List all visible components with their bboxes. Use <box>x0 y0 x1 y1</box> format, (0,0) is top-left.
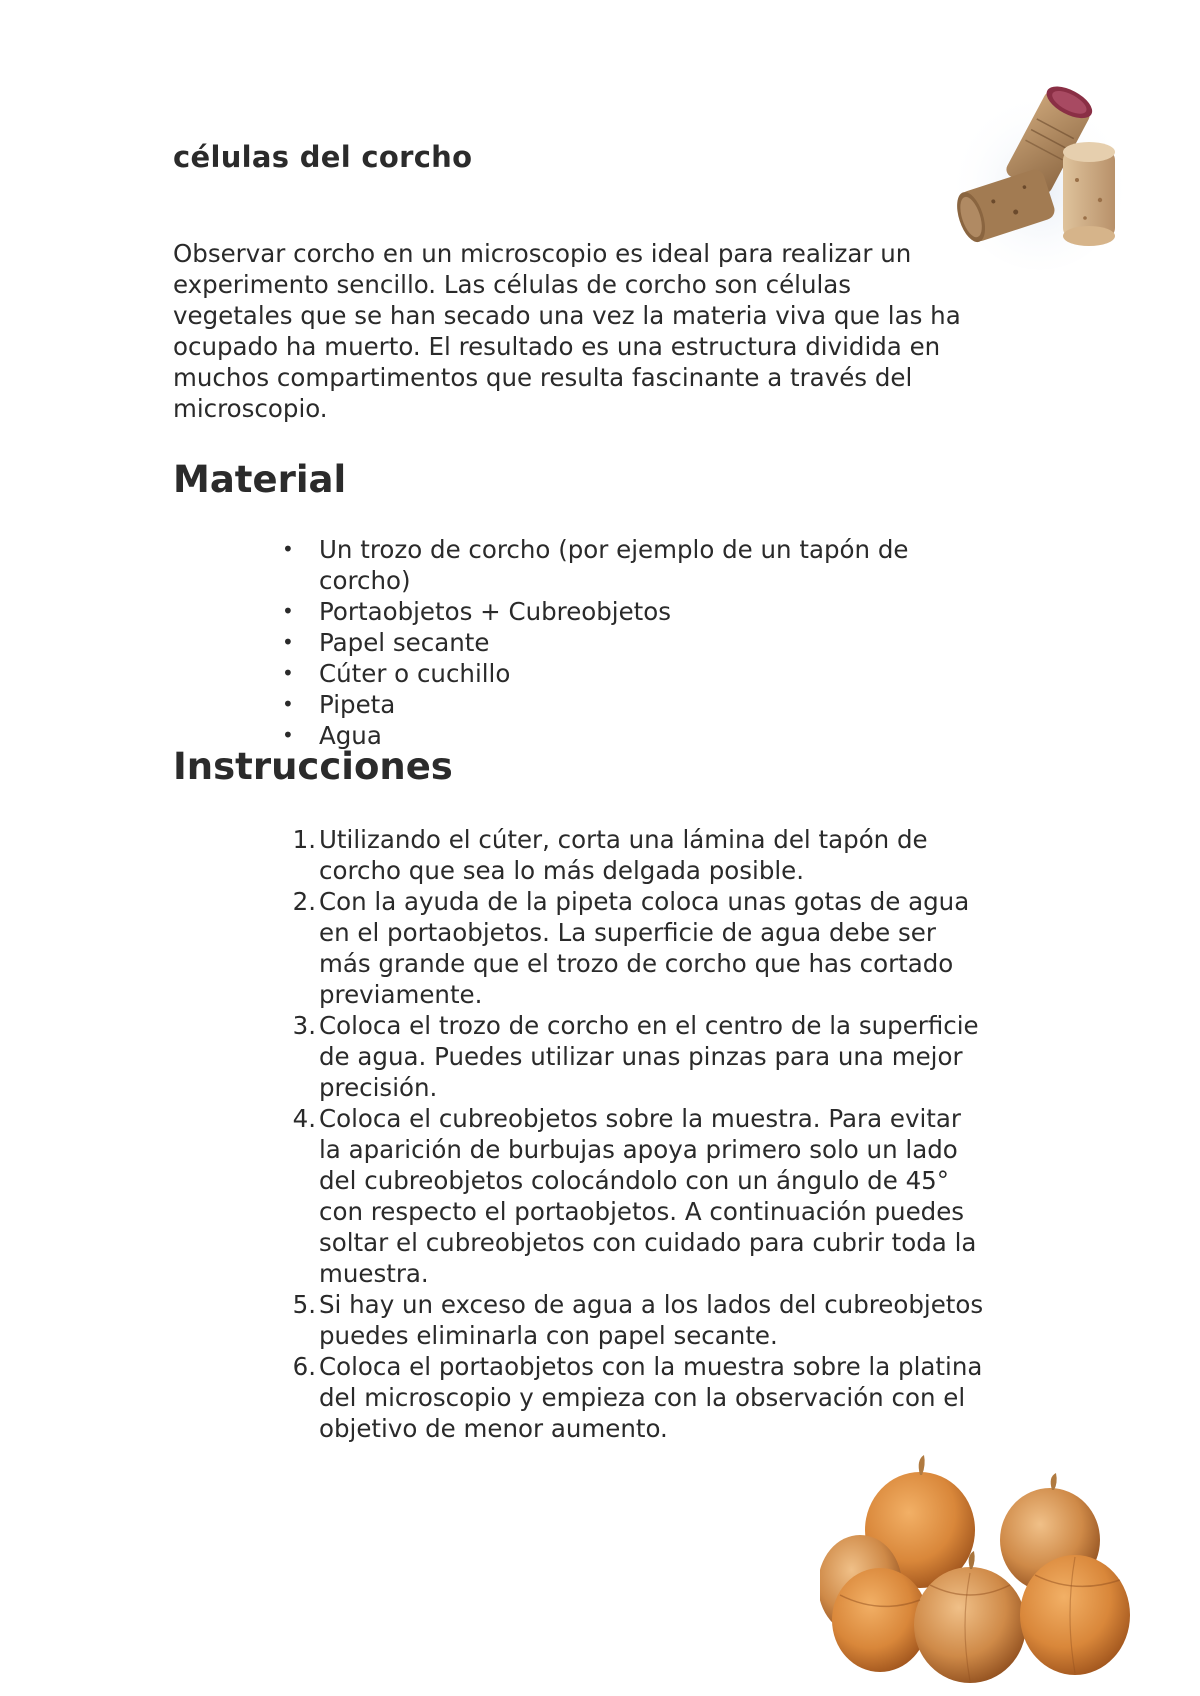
list-item-text: Papel secante <box>319 628 490 657</box>
step-number: 3. <box>292 1011 316 1040</box>
list-item <box>292 824 1099 886</box>
bullet-icon: • <box>282 661 294 685</box>
step-text: previamente. <box>319 980 483 1009</box>
step-text: del microscopio y empieza con la observación con el <box>319 1383 966 1412</box>
bullet-icon: • <box>282 692 294 716</box>
step-text: de agua. Puedes utilizar unas pinzas para una mejor <box>319 1042 963 1071</box>
list-item <box>282 534 1099 596</box>
material-list <box>282 534 1099 751</box>
intro-paragraph <box>173 238 1033 424</box>
step-text: con respecto el portaobjetos. A continuación puedes <box>319 1197 965 1226</box>
document-title: células del corcho <box>173 140 473 174</box>
list-item-text: Portaobjetos + Cubreobjetos <box>319 597 672 626</box>
list-item-text: Cúter o cuchillo <box>319 659 511 688</box>
step-text: puedes eliminarla con papel secante. <box>319 1321 778 1350</box>
bullet-icon: • <box>282 599 294 623</box>
step-number: 2. <box>292 887 316 916</box>
list-item-text: Un trozo de corcho (por ejemplo de un tapón de <box>319 535 909 564</box>
step-number: 4. <box>292 1104 316 1133</box>
list-item-text: Pipeta <box>319 690 396 719</box>
step-number: 5. <box>292 1290 316 1319</box>
step-text: del cubreobjetos colocándolo con un ángulo de 45° <box>319 1166 950 1195</box>
step-text: en el portaobjetos. La superficie de agua debe ser <box>319 918 936 947</box>
bullet-icon: • <box>282 630 294 654</box>
cork-stoppers-image <box>955 70 1125 270</box>
list-item-text: corcho) <box>319 566 411 595</box>
step-text: muestra. <box>319 1259 429 1288</box>
step-text: corcho que sea lo más delgada posible. <box>319 856 805 885</box>
intro-line: muchos compartimentos que resulta fascinante a través del <box>173 363 913 392</box>
step-text: objetivo de menor aumento. <box>319 1414 668 1443</box>
step-text: más grande que el trozo de corcho que has cortado <box>319 949 954 978</box>
step-text: Coloca el cubreobjetos sobre la muestra. Para evitar <box>319 1104 962 1133</box>
list-item-text: Agua <box>319 721 382 750</box>
list-item <box>292 1289 1099 1351</box>
step-text: precisión. <box>319 1073 438 1102</box>
intro-line: Observar corcho en un microscopio es ideal para realizar un <box>173 239 912 268</box>
list-item <box>292 1351 1099 1444</box>
step-number: 1. <box>292 825 316 854</box>
list-item <box>282 658 1099 689</box>
list-item <box>282 627 1099 658</box>
step-text: soltar el cubreobjetos con cuidado para cubrir toda la <box>319 1228 977 1257</box>
bullet-icon: • <box>282 723 294 747</box>
step-text: Coloca el portaobjetos con la muestra sobre la platina <box>319 1352 983 1381</box>
step-number: 6. <box>292 1352 316 1381</box>
instructions-list <box>292 824 1099 1444</box>
list-item <box>292 1103 1099 1289</box>
onions-image <box>820 1455 1140 1695</box>
list-item <box>292 1010 1099 1103</box>
list-item <box>282 689 1099 720</box>
step-text: Con la ayuda de la pipeta coloca unas gotas de agua <box>319 887 970 916</box>
step-text: Coloca el trozo de corcho en el centro de la superficie <box>319 1011 979 1040</box>
intro-line: experimento sencillo. Las células de corcho son células <box>173 270 852 299</box>
instructions-heading: Instrucciones <box>173 745 453 788</box>
step-text: Utilizando el cúter, corta una lámina del tapón de <box>319 825 928 854</box>
list-item <box>282 596 1099 627</box>
material-heading: Material <box>173 458 347 501</box>
intro-line: vegetales que se han secado una vez la materia viva que las ha <box>173 301 961 330</box>
bullet-icon: • <box>282 537 294 561</box>
intro-line: microscopio. <box>173 394 328 423</box>
step-text: la aparición de burbujas apoya primero solo un lado <box>319 1135 958 1164</box>
list-item <box>292 886 1099 1010</box>
step-text: Si hay un exceso de agua a los lados del cubreobjetos <box>319 1290 984 1319</box>
intro-line: ocupado ha muerto. El resultado es una estructura dividida en <box>173 332 941 361</box>
